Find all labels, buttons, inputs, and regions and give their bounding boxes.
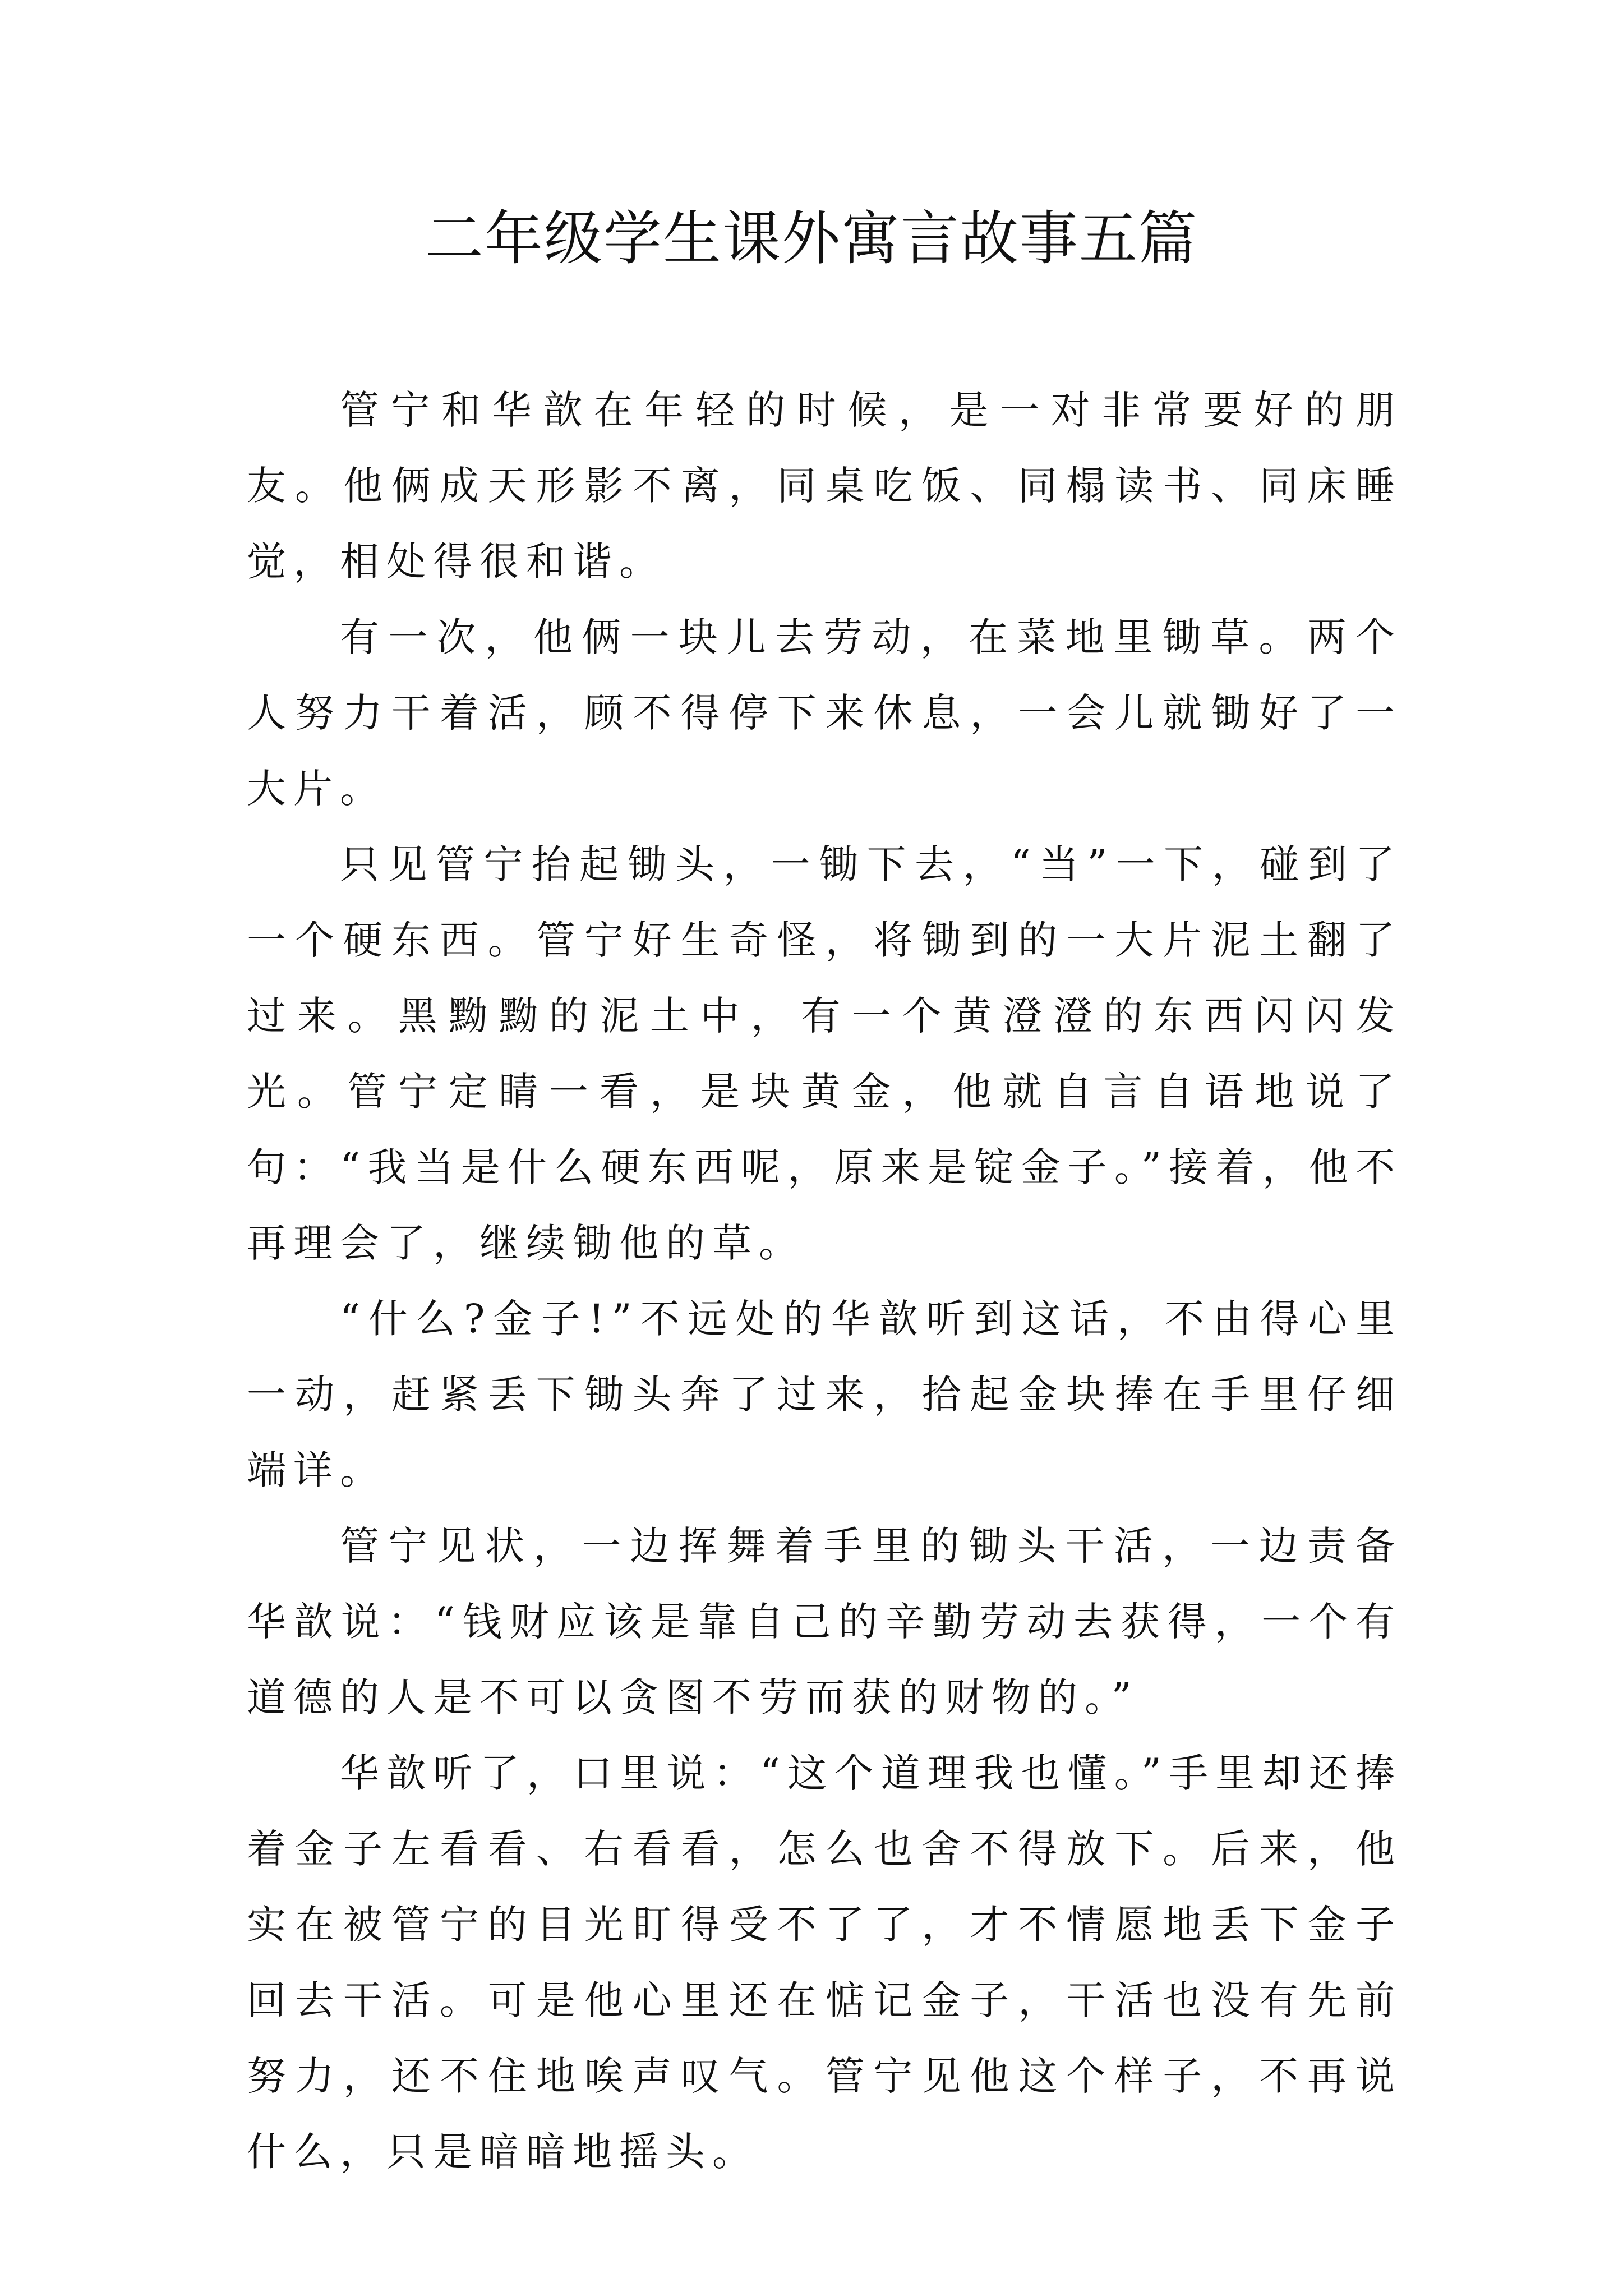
- document-title: 二年级学生课外寓言故事五篇: [425, 204, 1198, 273]
- paragraph: 华歆听了，口里说：“这个道理我也懂。”手里却还捧着金子左看看、右看看，怎么也舍不得放下。后来，他实在被管宁的目光盯得受不了了，才不情愿地丢下金子回去干活。可是他心里还在惦记金子，干活也没有先前努力，还不住地唉声叹气。管宁见他这个样子，不再说什么，只是暗暗地摇头。: [247, 1750, 1402, 2175]
- paragraph: 管宁见状，一边挥舞着手里的锄头干活，一边责备华歆说：“钱财应该是靠自己的辛勤劳动去获得，一个有道德的人是不可以贪图不劳而获的财物的。”: [247, 1523, 1402, 1720]
- document-body: [247, 372, 1402, 2190]
- paragraph: 有一次，他俩一块儿去劳动，在菜地里锄草。两个人努力干着活，顾不得停下来休息，一会儿就锄好了一大片。: [247, 614, 1402, 812]
- paragraph: “什么?金子!”不远处的华歆听到这话，不由得心里一动，赶紧丢下锄头奔了过来，拾起金块捧在手里仔细端详。: [247, 1296, 1402, 1493]
- paragraph: 只见管宁抬起锄头，一锄下去，“当”一下，碰到了一个硬东西。管宁好生奇怪，将锄到的一大片泥土翻了过来。黑黝黝的泥土中，有一个黄澄澄的东西闪闪发光。管宁定睛一看，是块黄金，他就自言自语地说了句：“我当是什么硬东西呢，原来是锭金子。”接着，他不再理会了，继续锄他的草。: [247, 841, 1402, 1266]
- paragraph: 管宁和华歆在年轻的时候，是一对非常要好的朋友。他俩成天形影不离，同桌吃饭、同榻读书、同床睡觉，相处得很和谐。: [247, 387, 1402, 585]
